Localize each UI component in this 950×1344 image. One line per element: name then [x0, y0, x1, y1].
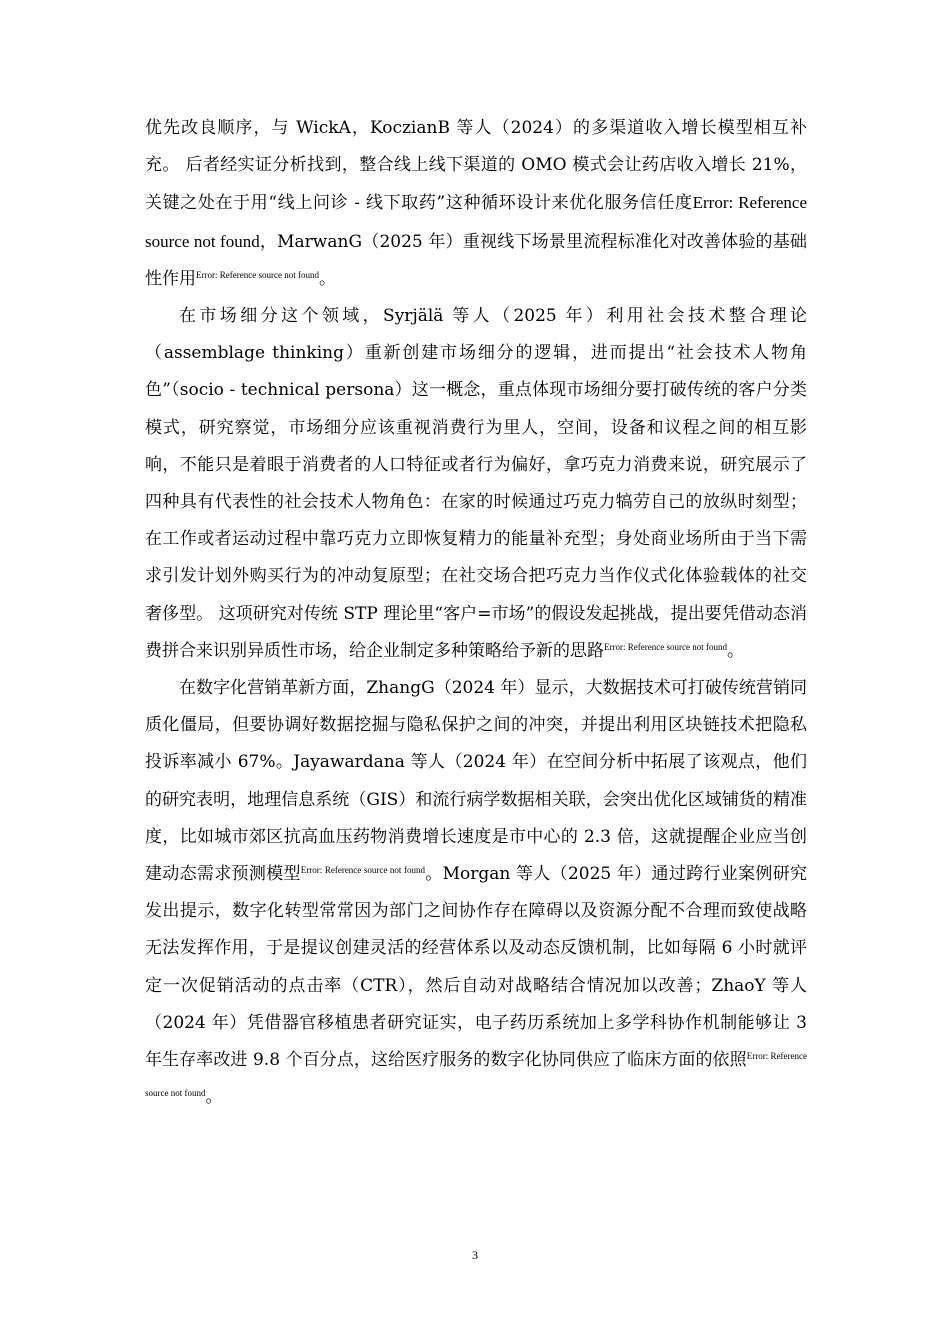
paragraph-3	[145, 670, 807, 1116]
body-text	[145, 110, 807, 1116]
page-number: 3	[472, 1248, 478, 1262]
paragraph-1-text-2: ，MarwanG（2025 年）重视线下场景里流程标准化对改善体验的基础性作用	[145, 231, 807, 289]
reference-error-1: Error: Reference source not found	[145, 193, 807, 251]
reference-error-3: Error: Reference source not found	[604, 641, 727, 652]
paragraph-1-text-1: 优先改良顺序，与 WickA，KoczianB 等人（2024）的多渠道收入增长模型相互补充。 后者经实证分析找到，整合线上线下渠道的 OMO 模式会让药店收入增长 21%，关键之处在于用“线上问诊 - 线下取药”这种循环设计来优化服务信任度	[145, 118, 807, 214]
paragraph-2-text-2: 。	[726, 640, 744, 661]
reference-error-4: Error: Reference source not found	[300, 865, 425, 876]
reference-error-2: Error: Reference source not found	[196, 269, 319, 280]
paragraph-3-text-1: 在数字化营销革新方面，ZhangG（2024 年）显示，大数据技术可打破传统营销同质化僵局，但要协调好数据挖掘与隐私保护之间的冲突，并提出利用区块链技术把隐私投诉率减小 67%。Jayawardana 等人（2024 年）在空间分析中拓展了该观点，他们的研究表明，地理信息系统（GIS）和流行病学数据相关联，会突出优化区域铺货的精准度，比如城市郊区抗高血压药物消费增长速度是市中心的 2.3 倍，这就提醒企业应当创建动态需求预测模型	[145, 678, 807, 885]
reference-error-5: Error: Reference source not found	[145, 1051, 807, 1099]
paragraph-3-text-3: 。	[205, 1087, 223, 1108]
paragraph-2-text-1: 在市场细分这个领域，Syrjälä 等人（2025 年）利用社会技术整合理论（assemblage thinking）重新创建市场细分的逻辑，进而提出“社会技术人物角色”（socio - technical persona）这一概念，重点体现市场细分要打破传统的客户分类模式，研究察觉，市场细分应该重视消费行为里人，空间，设备和议程之间的相互影响，不能只是着眼于消费者的人口特征或者行为偏好，拿巧克力消费来说，研究展示了四种具有代表性的社会技术人物角色：在家的时候通过巧克力犒劳自己的放纵时刻型；在工作或者运动过程中靠巧克力立即恢复精力的能量补充型；身处商业场所由于当下需求引发计划外购买行为的冲动复原型；在社交场合把巧克力当作仪式化体验载体的社交奢侈型。 这项研究对传统 STP 理论里“客户=市场”的假设发起挑战，提出要凭借动态消费拼合来识别异质性市场，给企业制定多种策略给予新的思路	[145, 306, 807, 661]
paragraph-1-text-3: 。	[318, 268, 336, 289]
paragraph-2	[145, 298, 807, 670]
paragraph-3-text-2: 。Morgan 等人（2025 年）通过跨行业案例研究发出提示，数字化转型常常因为部门之间协作存在障碍以及资源分配不合理而致使战略无法发挥作用，于是提议创建灵活的经营体系以及动态反馈机制，比如每隔 6 小时就评定一次促销活动的点击率（CTR），然后自动对战略结合情况加以改善；ZhaoY 等人（2024 年）凭借器官移植患者研究证实，电子药历系统加上多学科协作机制能够让 3 年生存率改进 9.8 个百分点，这给医疗服务的数字化协同供应了临床方面的依照	[145, 864, 808, 1071]
paragraph-1	[145, 110, 807, 298]
